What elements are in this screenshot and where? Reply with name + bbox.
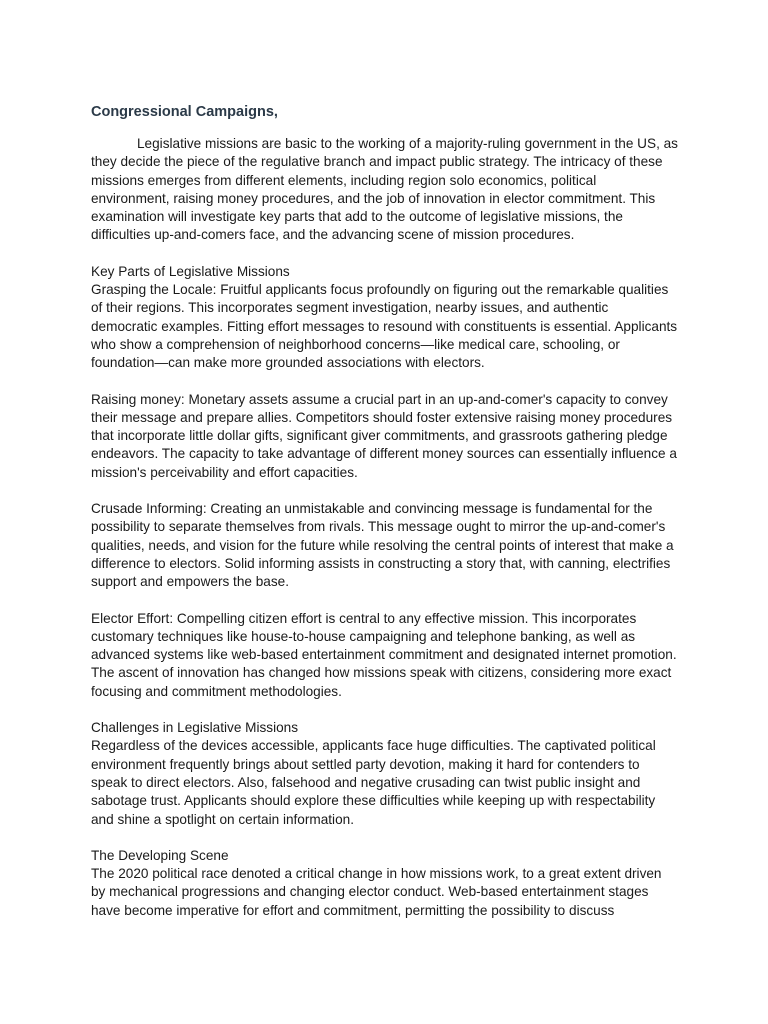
crusade-paragraph: Crusade Informing: Creating an unmistakable and convincing message is fundamental for the possibility to separate themselves from rivals. This message ought to mirror the up-and-comer's qualities, needs, and vision for the future while resolving the central points of interest that make a difference to electors. Solid informing assists in constructing a story that, with canning, electrifies support and empowers the base. <box>91 501 674 590</box>
raising-money-paragraph: Raising money: Monetary assets assume a crucial part in an up-and-comer's capacity to convey their message and prepare allies. Competitors should foster extensive raising money procedures that incorporate little dollar gifts, significant giver commitments, and grassroots gathering pledge endeavors. The capacity to take advantage of different money sources can essentially influence a mission's perceivability and effort capacities. <box>91 391 677 480</box>
document-title: Congressional Campaigns, <box>91 104 278 120</box>
intro-paragraph: Legislative missions are basic to the working of a majority-ruling government in the US, as they decide the piece of the regulative branch and impact public strategy. The intricacy of these missions emerges from different elements, including region solo economics, political environment, raising money procedures, and the job of innovation in elector commitment. This examination will investigate key parts that add to the outcome of legislative missions, the difficulties up-and-comers face, and the advancing scene of mission procedures. <box>91 136 678 243</box>
challenges-paragraph: Regardless of the devices accessible, applicants face huge difficulties. The captivated political environment frequently brings about settled party devotion, making it hard for contenders to speak to direct electors. Also, falsehood and negative crusading can twist public insight and sabotage trust. Applicants should explore these difficulties while keeping up with respectability and shine a spotlight on certain information. <box>91 738 656 827</box>
key-parts-heading: Key Parts of Legislative Missions <box>91 263 290 279</box>
developing-heading: The Developing Scene <box>91 847 229 863</box>
challenges-heading: Challenges in Legislative Missions <box>91 720 299 736</box>
locale-paragraph: Grasping the Locale: Fruitful applicants focus profoundly on figuring out the remarkable qualities of their regions. This incorporates segment investigation, nearby issues, and authentic democratic examples. Fitting effort messages to resound with constituents is essential. Applicants who show a comprehension of neighborhood concerns—like medical care, schooling, or foundation—can make more grounded associations with electors. <box>91 282 678 371</box>
developing-section <box>91 847 678 920</box>
developing-paragraph: The 2020 political race denoted a critical change in how missions work, to a great extent driven by mechanical progressions and changing elector conduct. Web-based entertainment stages have become imperative for effort and commitment, permitting the possibility to discuss <box>91 866 662 918</box>
elector-effort-paragraph: Elector Effort: Compelling citizen effort is central to any effective mission. This incorporates customary techniques like house-to-house campaigning and telephone banking, as well as advanced systems like web-based entertainment commitment and designated internet promotion. The ascent of innovation has changed how missions speak with citizens, considering more exact focusing and commitment methodologies. <box>91 610 677 699</box>
key-parts-section <box>91 263 678 373</box>
challenges-section <box>91 719 678 829</box>
